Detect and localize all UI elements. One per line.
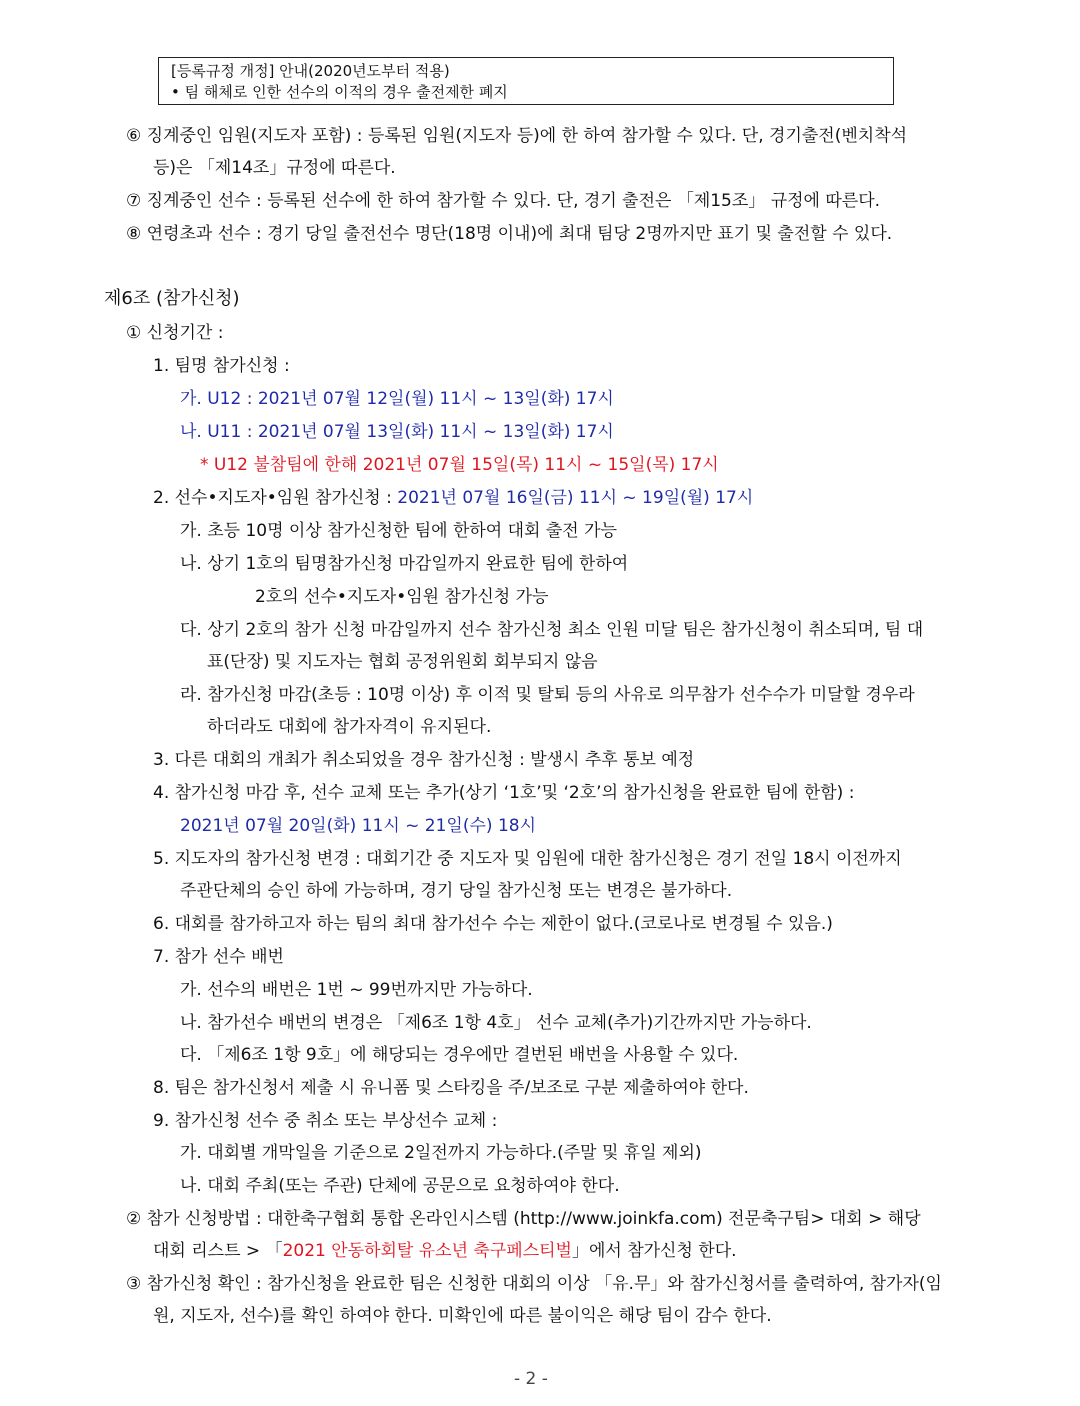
clause-1: ① 신청기간 : <box>126 323 224 343</box>
sub-2-date: 2021년 07월 16일(금) 11시 ~ 19일(월) 17시 <box>397 488 754 508</box>
sub-7-da: 다. 「제6조 1항 9호」에 해당되는 경우에만 결번된 배번을 사용할 수 있다. <box>180 1045 739 1065</box>
clause-2-prefix: 대회 리스트 > 「 <box>153 1241 283 1261</box>
clause-3-line-1: ③ 참가신청 확인 : 참가신청을 완료한 팀은 신청한 대회의 이상 「유.무」와 참가신청서를 출력하여, 참가자(임 <box>126 1274 942 1294</box>
sub-7: 7. 참가 선수 배번 <box>153 947 284 967</box>
sub-2-label: 2. 선수•지도자•임원 참가신청 : <box>153 488 398 508</box>
sub-1-ga: 가. U12 : 2021년 07월 12일(월) 11시 ~ 13일(화) 17시 <box>180 389 614 409</box>
notice-box <box>158 57 894 105</box>
sub-2-na-line-2: 2호의 선수•지도자•임원 참가신청 가능 <box>255 587 549 607</box>
sub-4-date: 2021년 07월 20일(화) 11시 ~ 21일(수) 18시 <box>180 816 536 836</box>
sub-9: 9. 참가신청 선수 중 취소 또는 부상선수 교체 : <box>153 1111 498 1131</box>
sub-1-note: * U12 불참팀에 한해 2021년 07월 15일(목) 11시 ~ 15일(목) 17시 <box>200 455 719 475</box>
clause-2-line-2 <box>153 1240 737 1262</box>
sub-4-line-1: 4. 참가신청 마감 후, 선수 교체 또는 추가(상기 ‘1호’및 ‘2호’의 참가신청을 완료한 팀에 한함) : <box>153 783 855 803</box>
item-7: ⑦ 징계중인 선수 : 등록된 선수에 한 하여 참가할 수 있다. 단, 경기 출전은 「제15조」 규정에 따른다. <box>126 191 881 211</box>
notice-bullet: • 팀 해체로 인한 선수의 이적의 경우 출전제한 폐지 <box>171 83 508 101</box>
sub-9-ga: 가. 대회별 개막일을 기준으로 2일전까지 가능하다.(주말 및 휴일 제외) <box>180 1143 702 1163</box>
notice-title: [등록규정 개정] 안내(2020년도부터 적용) <box>171 62 450 80</box>
sub-2-na-line-1: 나. 상기 1호의 팀명참가신청 마감일까지 완료한 팀에 한하여 <box>180 554 629 574</box>
sub-5-line-1: 5. 지도자의 참가신청 변경 : 대회기간 중 지도자 및 임원에 대한 참가신청은 경기 전일 18시 이전까지 <box>153 849 902 869</box>
item-6-line-2: 등)은 「제14조」규정에 따른다. <box>153 158 396 178</box>
sub-7-ga: 가. 선수의 배번은 1번 ~ 99번까지만 가능하다. <box>180 980 533 1000</box>
event-name: 2021 안동하회탈 유소년 축구페스티벌 <box>282 1241 572 1261</box>
clause-2-suffix: 」에서 참가신청 한다. <box>571 1241 737 1261</box>
sub-8: 8. 팀은 참가신청서 제출 시 유니폼 및 스타킹을 주/보조로 구분 제출하여야 한다. <box>153 1078 749 1098</box>
sub-2-da-line-2: 표(단장) 및 지도자는 협회 공정위원회 회부되지 않음 <box>207 652 598 672</box>
sub-7-na: 나. 참가선수 배번의 변경은 「제6조 1항 4호」 선수 교체(추가)기간까지만 가능하다. <box>180 1013 812 1033</box>
sub-2-ra-line-2: 하더라도 대회에 참가자격이 유지된다. <box>207 717 492 737</box>
sub-3: 3. 다른 대회의 개최가 취소되었을 경우 참가신청 : 발생시 추후 통보 예정 <box>153 750 695 770</box>
sub-1: 1. 팀명 참가신청 : <box>153 356 290 376</box>
sub-9-na: 나. 대회 주최(또는 주관) 단체에 공문으로 요청하여야 한다. <box>180 1176 620 1196</box>
sub-6: 6. 대회를 참가하고자 하는 팀의 최대 참가선수 수는 제한이 없다.(코로나로 변경될 수 있음.) <box>153 914 833 934</box>
item-8: ⑧ 연령초과 선수 : 경기 당일 출전선수 명단(18명 이내)에 최대 팀당 2명까지만 표기 및 출전할 수 있다. <box>126 224 893 244</box>
sub-2-ra-line-1: 라. 참가신청 마감(초등 : 10명 이상) 후 이적 및 탈퇴 등의 사유로 의무참가 선수수가 미달할 경우라 <box>180 685 915 705</box>
sub-2 <box>153 487 753 509</box>
sub-5-line-2: 주관단체의 승인 하에 가능하며, 경기 당일 참가신청 또는 변경은 불가하다. <box>180 881 733 901</box>
sub-1-na: 나. U11 : 2021년 07월 13일(화) 11시 ~ 13일(화) 17시 <box>180 422 614 442</box>
item-6-line-1: ⑥ 징계중인 임원(지도자 포함) : 등록된 임원(지도자 등)에 한 하여 참가할 수 있다. 단, 경기출전(벤치착석 <box>126 126 908 146</box>
section-heading: 제6조 (참가신청) <box>104 288 240 309</box>
sub-2-ga: 가. 초등 10명 이상 참가신청한 팀에 한하여 대회 출전 가능 <box>180 521 617 541</box>
page-number: - 2 - <box>514 1369 548 1389</box>
clause-2-line-1: ② 참가 신청방법 : 대한축구협회 통합 온라인시스템 (http://www.joinkfa.com) 전문축구팀> 대회 > 해당 <box>126 1209 921 1229</box>
clause-3-line-2: 원, 지도자, 선수)를 확인 하여야 한다. 미확인에 따른 불이익은 해당 팀이 감수 한다. <box>153 1306 772 1326</box>
sub-2-da-line-1: 다. 상기 2호의 참가 신청 마감일까지 선수 참가신청 최소 인원 미달 팀은 참가신청이 취소되며, 팀 대 <box>180 620 924 640</box>
